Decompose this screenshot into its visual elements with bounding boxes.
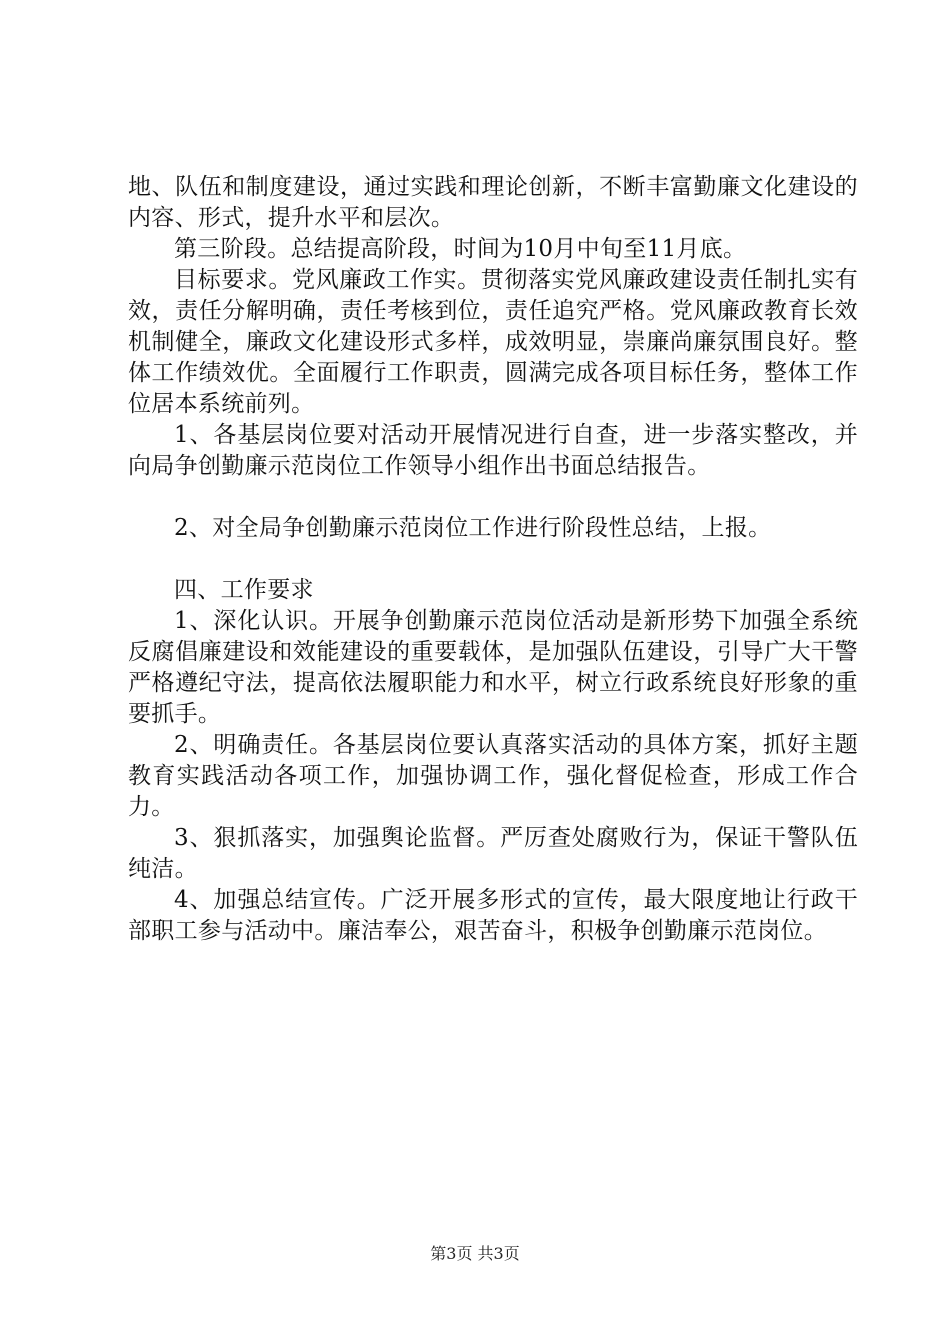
paragraph-requirement-1: 1、深化认识。开展争创勤廉示范岗位活动是新形势下加强全系统反腐倡廉建设和效能建设的重要载体，是加强队伍建设，引导广大干警严格遵纪守法，提高依法履职能力和水平，树立行政系统良好形象的重要抓手。: [128, 608, 858, 727]
paragraph-requirement-2: 2、明确责任。各基层岗位要认真落实活动的具体方案，抓好主题教育实践活动各项工作，加强协调工作，强化督促检查，形成工作合力。: [128, 732, 858, 820]
document-body: [128, 172, 858, 947]
paragraph-item-1: 1、各基层岗位要对活动开展情况进行自查，进一步落实整改，并向局争创勤廉示范岗位工作领导小组作出书面总结报告。: [128, 422, 858, 479]
paragraph-item-2: 2、对全局争创勤廉示范岗位工作进行阶段性总结，上报。: [174, 515, 772, 541]
page-number-footer: 第3页 共3页: [430, 1244, 520, 1263]
section-heading-work-requirements: 四、工作要求: [174, 577, 314, 603]
paragraph-stage-three: 第三阶段。总结提高阶段，时间为10月中旬至11月底。: [174, 236, 747, 262]
paragraph-goals: 目标要求。党风廉政工作实。贯彻落实党风廉政建设责任制扎实有效，责任分解明确，责任考核到位，责任追究严格。党风廉政教育长效机制健全，廉政文化建设形式多样，成效明显，崇廉尚廉氛围良好。整体工作绩效优。全面履行工作职责，圆满完成各项目标任务，整体工作位居本系统前列。: [128, 267, 858, 417]
paragraph-requirement-3: 3、狠抓落实，加强舆论监督。严厉查处腐败行为，保证干警队伍纯洁。: [128, 825, 858, 882]
paragraph-requirement-4: 4、加强总结宣传。广泛开展多形式的宣传，最大限度地让行政干部职工参与活动中。廉洁奉公，艰苦奋斗，积极争创勤廉示范岗位。: [128, 887, 858, 944]
paragraph-continuation: 地、队伍和制度建设，通过实践和理论创新，不断丰富勤廉文化建设的内容、形式，提升水平和层次。: [128, 174, 858, 231]
